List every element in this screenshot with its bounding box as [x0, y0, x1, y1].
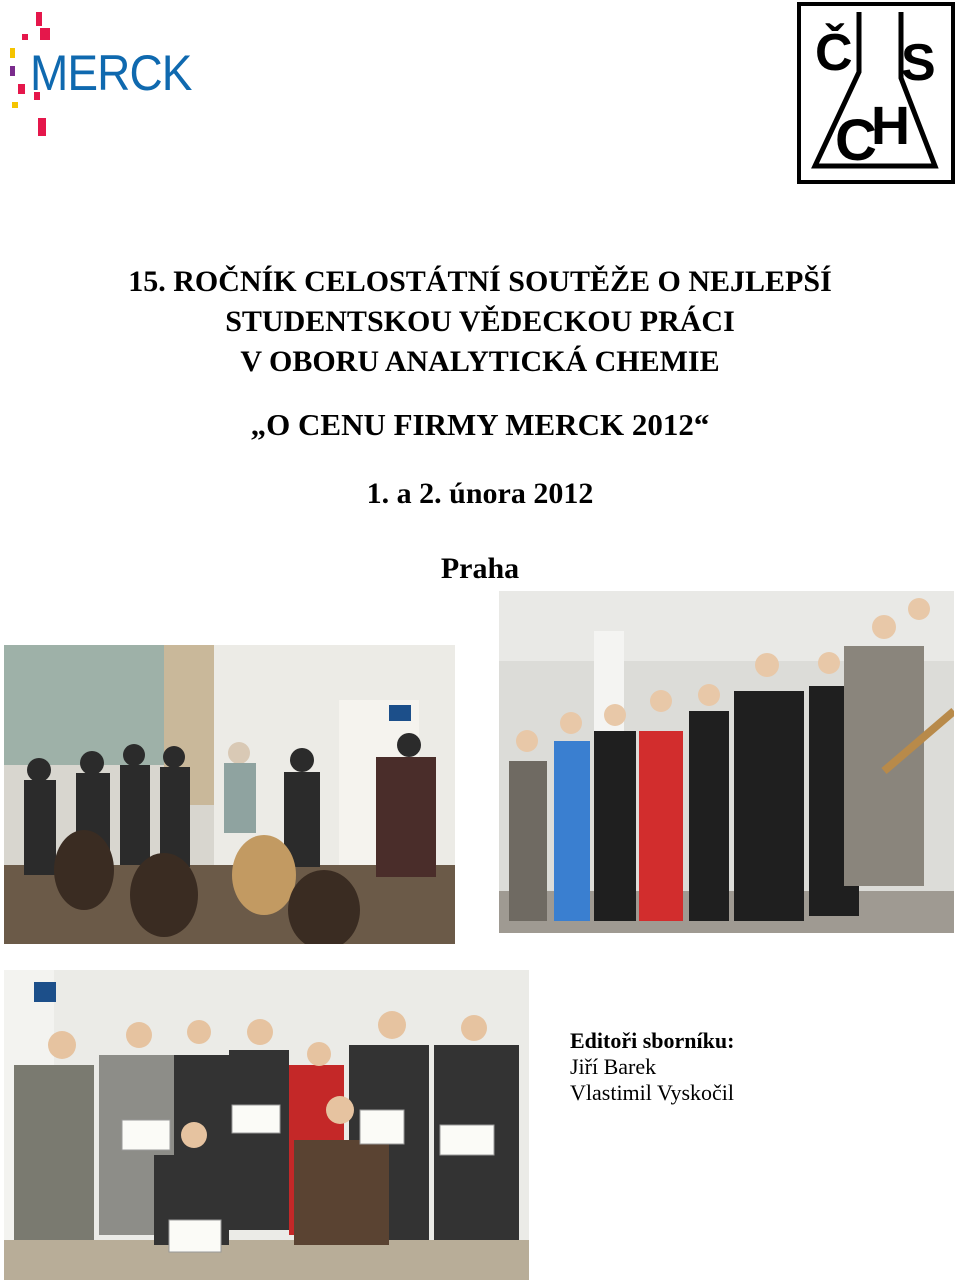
csch-letter: Č	[815, 24, 853, 82]
merck-logo-text: MERCK	[30, 45, 192, 101]
group-on-stairs-photo	[499, 591, 954, 933]
editors-block	[570, 1028, 950, 1106]
merck-logo-square	[40, 28, 50, 40]
csch-letter: H	[871, 96, 910, 156]
csch-flask-logo-icon	[797, 2, 955, 184]
merck-logo-square	[12, 102, 18, 108]
event-place: Praha	[440, 552, 520, 585]
csch-letter: C	[835, 108, 877, 173]
merck-logo-square	[22, 34, 28, 40]
csch-logo	[797, 2, 955, 184]
editor-name: Jiří Barek	[570, 1054, 657, 1079]
csch-letter: S	[901, 34, 936, 92]
conference-room-photo	[4, 645, 455, 944]
title-line: STUDENTSKOU VĚDECKOU PRÁCI	[225, 305, 735, 338]
title-line: 15. ROČNÍK CELOSTÁTNÍ SOUTĚŽE O NEJLEPŠÍ	[128, 265, 832, 298]
event-date: 1. a 2. února 2012	[366, 477, 594, 510]
merck-logo	[0, 0, 205, 145]
merck-logo-square	[10, 66, 15, 76]
document-subtitle: „O CENU FIRMY MERCK 2012“	[250, 407, 710, 442]
merck-logo-square	[10, 48, 15, 58]
editors-label: Editoři sborníku:	[570, 1028, 735, 1053]
merck-logo-square	[18, 84, 25, 94]
document-title	[60, 262, 900, 382]
merck-logo-square	[36, 12, 42, 26]
editor-name: Vlastimil Vyskočil	[570, 1080, 734, 1105]
award-winners-photo	[4, 970, 529, 1280]
merck-logo-square	[38, 118, 46, 136]
title-line: V OBORU ANALYTICKÁ CHEMIE	[240, 345, 720, 378]
